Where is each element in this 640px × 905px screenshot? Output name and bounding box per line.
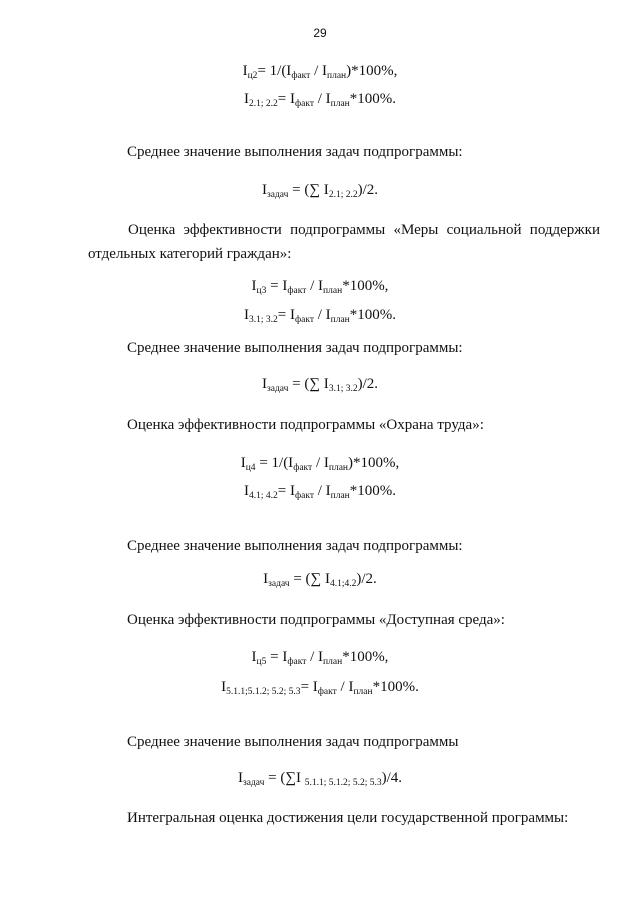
paragraph-subprogram-4: Оценка эффективности подпрограммы «Охрана труда»:: [127, 417, 484, 433]
paragraph-average-2: Среднее значение выполнения задач подпрограммы:: [127, 340, 463, 356]
formula-i-zadach-5: $I_{задач} = (\sum I$ $_{5.1.1; 5.1.2; 5.2; 5.3}$)/4.: [237, 770, 403, 788]
formula-i-c5: $I_{ц5} = I_{факт} / I_{план}*100\%$,: [251, 649, 389, 667]
paragraph-average-4: Среднее значение выполнения задач подпрограммы: [127, 734, 459, 750]
page-number: 29: [313, 26, 327, 40]
formula-i-zadach-4: $I_{задач}$ = (∑ $I_{4.1;4.2})/2$.: [263, 571, 377, 589]
formula-i-zadach-3: $I_{задач}$ = (∑ $I_{3.1; 3.2})/2$.: [261, 376, 378, 394]
formula-i-5: $I_{5.1.1;5.1.2; 5.2; 5.3}= I_{факт} / I_{план}*100\%$.: [221, 679, 419, 697]
paragraph-integral: Интегральная оценка достижения цели государственной программы:: [127, 810, 569, 826]
paragraph-average-1: Среднее значение выполнения задач подпрограммы:: [127, 144, 463, 160]
formula-i-c4: $I_{ц4} = 1/(I_{факт} / I_{план})*100\%$,: [240, 455, 400, 473]
formula-i-3: $I_{3.1; 3.2}= I_{факт} / I_{план}*100\%$.: [243, 307, 397, 325]
formula-i-c3: $I_{ц3} = I_{факт} / I_{план}*100\%$,: [251, 278, 389, 296]
paragraph-subprogram-3: Оценка эффективности подпрограммы «Меры социальной поддержки отдельных категорий граждан»:: [88, 222, 600, 262]
formula-i-2: $I_{2.1; 2.2}= I_{факт} / I_{план}*100\%$.: [243, 91, 397, 109]
paragraph-subprogram-5: Оценка эффективности подпрограммы «Доступная среда»:: [127, 612, 505, 628]
paragraph-average-3: Среднее значение выполнения задач подпрограммы:: [127, 538, 463, 554]
formula-i-4: $I_{4.1; 4.2}= I_{факт} / I_{план}*100\%$.: [243, 483, 397, 501]
formula-i-zadach-2: $I_{задач}$ = (∑ $I_{2.1; 2.2})/2$.: [261, 182, 378, 200]
formula-i-c2: $I_{ц2}= 1/(I_{факт} / I_{план})*100\%$,: [242, 63, 398, 81]
